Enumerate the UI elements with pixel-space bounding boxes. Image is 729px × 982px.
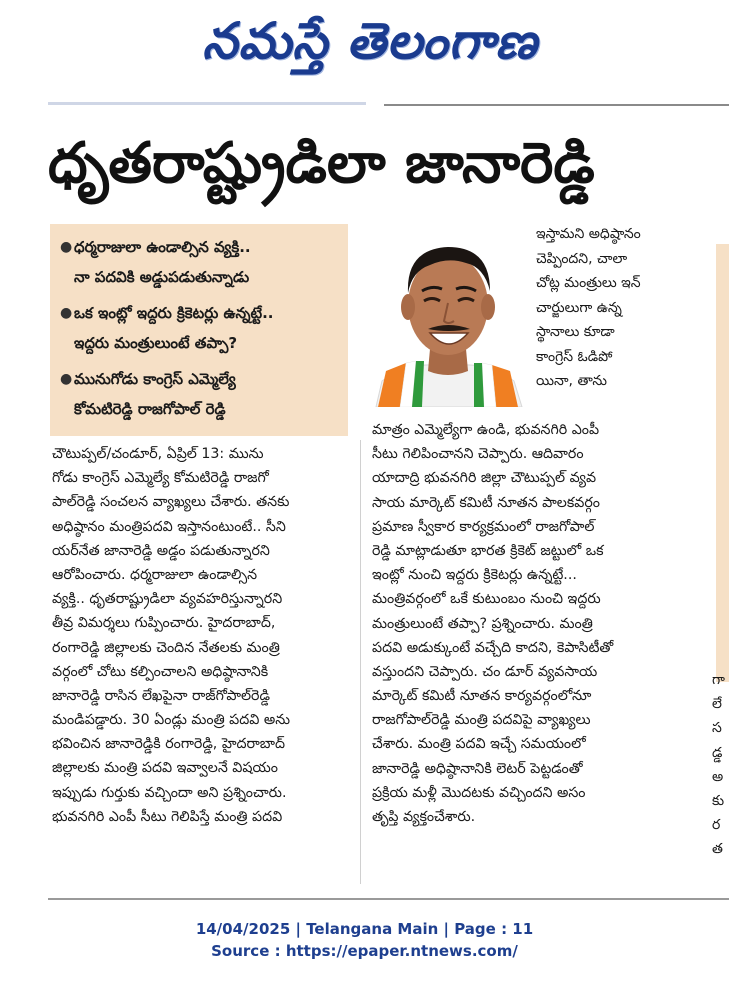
text-fragment: లే — [712, 696, 722, 713]
text-line: యాదాద్రి భువనగిరి జిల్లా చౌటుప్పల్ వ్యవ — [372, 470, 597, 487]
text-line: మంత్రివర్గంలో ఒకే కుటుంబం నుంచి ఇద్దరు — [372, 591, 601, 608]
text-line: రంగారెడ్డి జిల్లాలకు చెందిన నేతలకు మంత్రి — [52, 639, 280, 656]
highlight-line: ధర్మరాజులా ఉండాల్సిన వ్యక్తి.. — [74, 238, 251, 256]
highlight-line: మునుగోడు కాంగ్రెస్ ఎమ్మెల్యే — [74, 370, 236, 388]
text-line: భవించిన జానారెడ్డికి రంగారెడ్డి, హైదరాబాద్ — [52, 736, 286, 753]
text-line: రెడ్డి మాట్లాడుతూ భారత క్రికెట్ జట్టులో ఒక — [372, 542, 604, 559]
person-photo — [372, 221, 524, 407]
text-line: జిల్లాలకు మంత్రి పదవి ఇవ్వాలనే విషయం — [52, 760, 278, 777]
text-line: చోట్ల మంత్రులు ఇన్ — [536, 275, 641, 291]
text-line: పదవి అడుక్కుంటే వచ్చేది కాదని, కెపాసిటీతో — [372, 639, 614, 656]
text-fragment: ర — [712, 817, 721, 834]
highlight-item — [60, 364, 340, 424]
text-line: భువనగిరి ఎంపీ సీటు గెలిపిస్తే మంత్రి పదవి — [52, 808, 283, 825]
bullet-icon: ● — [60, 305, 73, 321]
text-line: సాయ మార్కెట్ కమిటీ నూతన పాలకవర్గం — [372, 494, 600, 511]
highlight-line: నా పదవికి అడ్డుపడుతున్నాడు — [74, 268, 250, 286]
text-line: మార్కెట్ కమిటీ నూతన కార్యవర్గంలోనూ — [372, 688, 592, 705]
text-fragment: స — [712, 720, 722, 737]
text-line: మాత్రం ఎమ్మెల్యేగా ఉండి, భువనగిరి ఎంపీ — [372, 422, 600, 438]
text-line: చేశారు. మంత్రి పదవి ఇచ్చే సమయంలో — [372, 736, 586, 753]
text-line: తీవ్ర విమర్శలు గుప్పించారు. హైదరాబాద్, — [52, 615, 276, 632]
source-link[interactable]: Source : https://epaper.ntnews.com/ — [211, 942, 518, 960]
text-line: ఆరోపించారు. ధర్మరాజులా ఉండాల్సిన — [52, 566, 258, 583]
text-line: మండిపడ్డారు. 30 ఏండ్లు మంత్రి పదవి అను — [52, 712, 291, 729]
text-line: వస్తుందని చెప్పారు. చం డూర్ వ్యవసాయ — [372, 663, 598, 680]
highlights-box — [50, 224, 348, 436]
text-line: స్థానాలు కూడా — [536, 324, 615, 340]
text-line: చార్జులుగా ఉన్న — [536, 299, 622, 316]
text-line: గోడు కాంగ్రెస్ ఎమ్మెల్యే కోమటిరెడ్డి రాజగో — [52, 470, 269, 487]
bullet-icon: ● — [60, 371, 73, 387]
text-line: జానారెడ్డి అధిష్ఠానానికి లెటర్ పెట్టడంతో — [372, 760, 583, 777]
column-divider — [360, 440, 361, 884]
text-line: యర్‌నేత జానారెడ్డి అడ్డం పడుతున్నారని — [52, 542, 270, 559]
text-fragment: డ్డ — [712, 744, 723, 761]
text-line: ప్రమాణ స్వీకార కార్యక్రమంలో రాజగోపాల్ — [372, 518, 595, 535]
text-line: పాల్‌రెడ్డి సంచలన వ్యాఖ్యలు చేశారు. తనకు — [52, 494, 290, 511]
article-column-left — [52, 442, 352, 829]
text-line: ఇప్పుడు గుర్తుకు వచ్చిందా అని ప్రశ్నించారు. — [52, 784, 287, 801]
text-line: కాంగ్రెస్ ఓడిపో — [536, 348, 613, 365]
text-line: వర్గంలో చోటు కల్పించాలని అధిష్ఠానానికి — [52, 663, 269, 680]
text-line: యినా, తాను — [536, 373, 607, 389]
highlight-item — [60, 232, 340, 292]
highlight-line: కోమటిరెడ్డి రాజగోపాల్ రెడ్డి — [74, 400, 226, 418]
text-line: ఇస్తామని అధిష్ఠానం — [536, 226, 641, 242]
portrait-illustration — [372, 221, 524, 407]
text-fragment: అ — [712, 768, 724, 785]
text-line: రాజగోపాల్‌రెడ్డి మంత్రి పదవిపై వ్యాఖ్యలు — [372, 712, 591, 729]
text-fragment: గా — [712, 672, 725, 688]
text-line: అధిష్ఠానం మంత్రిపదవి ఇస్తానంటుంటే.. సీని — [52, 518, 286, 535]
masthead-divider-left — [48, 102, 366, 105]
text-line: సీటు గెలిపించానని చెప్పారు. ఆదివారం — [372, 446, 584, 463]
text-line: చౌటుప్పల్/చండూర్, ఏప్రిల్ 13: మును — [52, 446, 264, 462]
page-footer — [0, 918, 729, 962]
article-column-right-top — [536, 222, 676, 394]
text-line: మంత్రులుంటే తప్పా? ప్రశ్నించారు. మంత్రి — [372, 615, 593, 632]
article-headline: ధృతరాష్ట్రుడిలా జానారెడ్డి — [48, 130, 595, 196]
edition-info: 14/04/2025 | Telangana Main | Page : 11 — [195, 920, 534, 938]
text-line: ఇంట్లో నుంచి ఇద్దరు క్రికెటర్లు ఉన్నట్టే... — [372, 567, 577, 584]
text-fragment: త — [712, 841, 723, 858]
bullet-icon: ● — [60, 239, 73, 255]
text-line: వ్యక్తి.. ధృతరాష్ట్రుడిలా వ్యవహరిస్తున్నారని — [52, 591, 283, 608]
text-line: తృప్తి వ్యక్తంచేశారు. — [372, 809, 476, 825]
text-line: జానారెడ్డి రాసిన లేఖపైనా రాజ్‌గోపాల్‌రెడ్డి — [52, 687, 270, 704]
footer-divider — [48, 898, 729, 900]
article-column-right — [372, 418, 678, 829]
text-line: ప్రక్రియ మళ్లీ మొదటకు వచ్చిందని అసం — [372, 784, 586, 801]
adjacent-article-highlight-edge — [716, 244, 729, 682]
highlight-line: ఇద్దరు మంత్రులుంటే తప్పా? — [74, 334, 238, 352]
newspaper-masthead: నమస్తే తెలంగాణ — [202, 11, 538, 70]
masthead-divider-right — [384, 104, 729, 106]
text-fragment: కు — [712, 792, 725, 809]
highlight-line: ఒక ఇంట్లో ఇద్దరు క్రికెటర్లు ఉన్నట్టే.. — [74, 304, 274, 322]
adjacent-article-fragments — [712, 668, 729, 862]
highlight-item — [60, 298, 340, 358]
text-line: చెప్పిందని, చాలా — [536, 250, 628, 267]
